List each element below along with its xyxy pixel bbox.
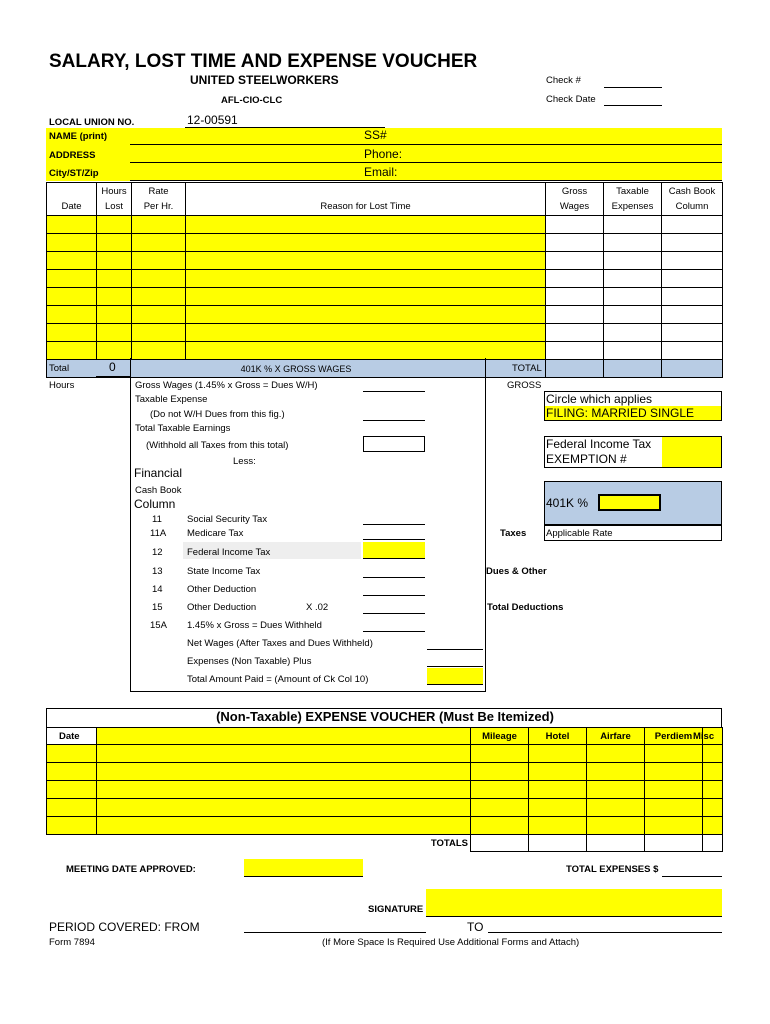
financial-label: Financial (134, 466, 183, 480)
fed-tax-label: Federal Income Tax (546, 437, 652, 451)
exp-col-airfare: Airfare (600, 730, 631, 742)
period-to-label: TO (467, 920, 484, 934)
table-row[interactable] (47, 745, 723, 763)
total-expenses-label: TOTAL EXPENSES $ (566, 864, 659, 875)
calc-left-border (130, 358, 131, 691)
exp-col-mileage: Mileage (482, 730, 517, 742)
total-taxable-field[interactable] (363, 436, 425, 452)
net-wages-label: Net Wages (After Taxes and Dues Withheld) (187, 638, 373, 649)
item-state-tax: State Income Tax (187, 566, 261, 577)
lost-time-header (47, 183, 723, 216)
item-ss-tax: Social Security Tax (187, 514, 268, 525)
phone-label: Phone: (364, 147, 403, 161)
meeting-date-label: MEETING DATE APPROVED: (66, 864, 196, 875)
period-to-field[interactable] (488, 932, 722, 933)
signature-field[interactable] (426, 889, 722, 917)
gross-wages-field[interactable] (363, 391, 425, 392)
taxable-expense: Taxable Expense (135, 394, 208, 405)
check-date-label: Check Date (546, 94, 596, 105)
col-cashbook-2: Column (675, 201, 709, 212)
totals-label: TOTALS (430, 837, 468, 849)
taxes-label: Taxes (500, 528, 527, 539)
expenses-nontax-label: Expenses (Non Taxable) Plus (187, 656, 312, 667)
less-label: Less: (233, 456, 256, 467)
row-401k (47, 360, 723, 378)
table-row[interactable] (47, 817, 723, 835)
expense-title: (Non-Taxable) EXPENSE VOUCHER (Must Be Itemized) (216, 709, 554, 724)
table-row[interactable] (47, 342, 723, 360)
col-reason: Reason for Lost Time (320, 201, 411, 212)
exp-col-misc: Misc (693, 730, 715, 742)
local-union-label: LOCAL UNION NO. (49, 117, 135, 128)
ss-label: SS# (364, 128, 387, 142)
address-field[interactable] (130, 162, 722, 163)
k401-field[interactable] (598, 494, 661, 511)
filing-options[interactable]: FILING: MARRIED SINGLE (546, 406, 695, 420)
check-number-field[interactable] (604, 87, 662, 88)
dues-other-label: Dues & Other (486, 566, 547, 577)
exemption-field[interactable] (662, 437, 721, 467)
email-label: Email: (364, 165, 398, 179)
item-other-ded-15: Other Deduction (187, 602, 257, 613)
item-num-15a: 15A (150, 620, 167, 631)
gross-wages-dues: Gross Wages (1.45% x Gross = Dues W/H) (135, 380, 318, 391)
total-paid-field[interactable] (427, 668, 483, 685)
net-wages-field[interactable] (427, 649, 483, 650)
org-name: UNITED STEELWORKERS (190, 73, 339, 87)
local-union-value: 12-00591 (187, 113, 238, 127)
expense-header (47, 728, 723, 745)
calc-bottom-border (130, 691, 486, 692)
col-taxable-1: Taxable (616, 186, 649, 197)
cash-book-label: Cash Book (135, 485, 182, 496)
item-num-13: 13 (152, 566, 163, 577)
total-label: Total (49, 363, 70, 374)
more-space-note: (If More Space Is Required Use Additional Forms and Attach) (322, 937, 580, 948)
exemption-label: EXEMPTION # (546, 452, 627, 466)
item-num-12: 12 (152, 547, 163, 558)
signature-label: SIGNATURE (368, 904, 424, 915)
expenses-nontax-field[interactable] (427, 666, 483, 667)
total-hours-value: 0 (109, 360, 116, 374)
state-tax-field[interactable] (363, 577, 425, 578)
period-from-field[interactable] (244, 932, 426, 933)
table-row[interactable] (47, 216, 723, 234)
item-num-15: 15 (152, 602, 163, 613)
medicare-tax-field[interactable] (363, 539, 425, 540)
meeting-date-field[interactable] (244, 859, 363, 877)
item-num-11a: 11A (150, 528, 167, 539)
col-hours-1: Hours (101, 186, 127, 197)
item-dues-withheld: 1.45% x Gross = Dues Withheld (187, 620, 322, 631)
taxable-expense-field[interactable] (363, 420, 425, 421)
name-field[interactable] (130, 144, 722, 145)
row-401k-label: 401K % X GROSS WAGES (240, 363, 352, 374)
withhold-all: (Withhold all Taxes from this total) (146, 440, 289, 451)
col-date: Date (61, 201, 82, 212)
table-row[interactable] (47, 781, 723, 799)
total-deductions-label: Total Deductions (487, 602, 564, 613)
applicable-rate-label: Applicable Rate (546, 528, 613, 539)
col-gross-1: Gross (561, 186, 588, 197)
hours-label: Hours (49, 380, 75, 391)
other-ded-15-field[interactable] (363, 613, 425, 614)
col-taxable-2: Expenses (611, 201, 654, 212)
form-title: SALARY, LOST TIME AND EXPENSE VOUCHER (49, 51, 478, 72)
total-paid-label: Total Amount Paid = (Amount of Ck Col 10) (187, 674, 369, 685)
col-rate-1: Rate (148, 186, 169, 197)
form-number: Form 7894 (49, 937, 95, 948)
col-hours-2: Lost (105, 201, 123, 212)
city-field[interactable] (130, 180, 722, 181)
city-label: City/ST/Zip (49, 168, 99, 179)
total-taxable: Total Taxable Earnings (135, 423, 231, 434)
total-right-label: TOTAL (512, 363, 542, 374)
dues-withheld-field[interactable] (363, 631, 425, 632)
circle-applies: Circle which applies (546, 392, 653, 406)
item-other-ded-14: Other Deduction (187, 584, 257, 595)
item-num-14: 14 (152, 584, 163, 595)
total-expenses-field[interactable] (662, 876, 722, 877)
col-rate-2: Per Hr. (143, 201, 174, 212)
other-ded-14-field[interactable] (363, 595, 425, 596)
affiliation: AFL-CIO-CLC (221, 95, 283, 106)
calc-right-border (485, 358, 486, 691)
item-num-11: 11 (152, 514, 162, 525)
exp-col-perdiem: Perdiem (654, 730, 693, 742)
item-fed-tax: Federal Income Tax (187, 547, 271, 558)
name-label: NAME (print) (49, 131, 108, 142)
table-row[interactable] (47, 799, 723, 817)
x02-label: X .02 (306, 602, 329, 613)
do-not-wh: (Do not W/H Dues from this fig.) (150, 409, 285, 420)
table-row[interactable] (47, 306, 723, 324)
ss-tax-field[interactable] (363, 524, 425, 525)
table-row[interactable] (47, 234, 723, 252)
item-medicare-tax: Medicare Tax (187, 528, 244, 539)
fed-tax-field[interactable] (363, 542, 425, 559)
table-row[interactable] (47, 324, 723, 342)
check-date-field[interactable] (604, 105, 662, 106)
address-label: ADDRESS (49, 150, 96, 161)
total-hours-underline (96, 376, 131, 377)
exp-col-date: Date (59, 730, 80, 742)
gross-right-label: GROSS (507, 380, 542, 391)
table-row[interactable] (47, 252, 723, 270)
column-label: Column (134, 497, 176, 511)
lost-time-table (46, 182, 723, 378)
expense-table (46, 727, 723, 852)
k401-label: 401K % (546, 496, 589, 510)
period-from-label: PERIOD COVERED: FROM (49, 920, 200, 934)
totals-row (47, 835, 723, 852)
table-row[interactable] (47, 763, 723, 781)
exp-col-hotel: Hotel (545, 730, 570, 742)
col-cashbook-1: Cash Book (668, 186, 716, 197)
col-gross-2: Wages (559, 201, 590, 212)
table-row[interactable] (47, 270, 723, 288)
table-row[interactable] (47, 288, 723, 306)
check-number-label: Check # (546, 75, 581, 86)
